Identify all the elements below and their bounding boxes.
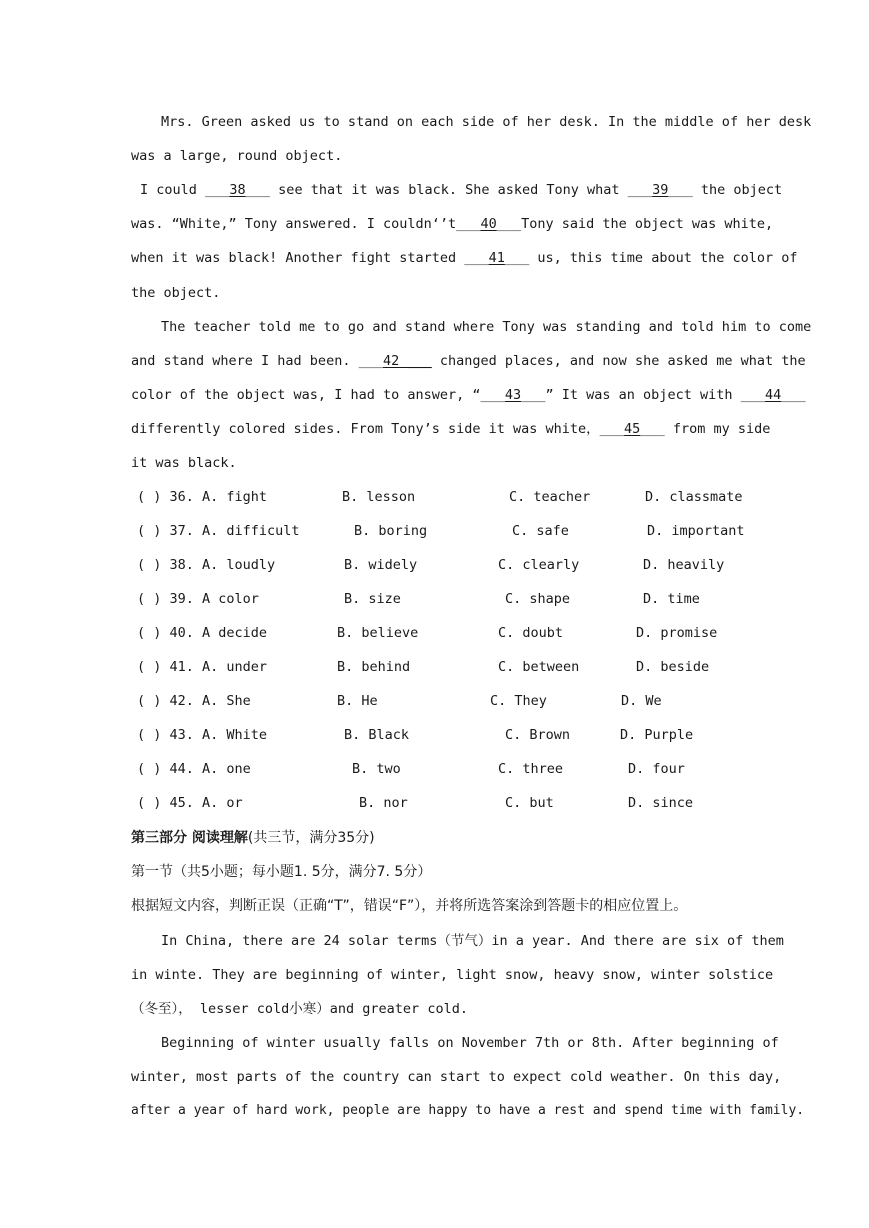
passage-line xyxy=(131,351,806,371)
option-b: B. Black xyxy=(344,727,410,743)
blank-44: 44 xyxy=(764,387,782,403)
passage-text: and stand where I had been. ___ xyxy=(131,353,383,369)
option-c: C. Brown xyxy=(505,727,571,743)
option-c: C. between xyxy=(498,659,580,675)
option-b: B. believe xyxy=(337,625,419,641)
question-number: ( ) 40. A decide xyxy=(137,625,268,641)
reading-text: （冬至）， lesser cold小寒）and greater cold. xyxy=(131,1001,468,1017)
option-b: B. nor xyxy=(359,795,408,811)
passage-line xyxy=(131,214,774,234)
blank-38: 38 xyxy=(229,182,246,198)
passage-text: ___” It was an object with ___ xyxy=(521,387,765,403)
passage-text: ___ from my side xyxy=(640,421,771,437)
passage-line xyxy=(131,453,737,473)
reading-text: Beginning of winter usually falls on November 7th or 8th. After beginning of xyxy=(161,1035,779,1051)
reading-line xyxy=(131,1067,782,1087)
passage-text: color of the object was, I had to answer, “___ xyxy=(131,387,505,403)
question-number: ( ) 44. A. one xyxy=(137,761,251,777)
question-number: ( ) 43. A. White xyxy=(137,727,268,743)
option-c: C. They xyxy=(490,693,547,709)
passage-text: when it was black! Another fight started ___ xyxy=(131,250,489,266)
option-d: D. time xyxy=(643,591,700,607)
reading-line xyxy=(131,1101,805,1121)
passage-text: Mrs. Green asked us to stand on each side of her desk. In the middle of her desk xyxy=(161,114,812,130)
blank-41: 41 xyxy=(488,250,505,266)
reading-text: in winte. They are beginning of winter, light snow, heavy snow, winter solstice xyxy=(131,967,774,983)
blank-45: 45 xyxy=(624,421,641,437)
question-number: ( ) 41. A. under xyxy=(137,659,268,675)
option-d: D. Purple xyxy=(620,727,694,743)
option-d: D. promise xyxy=(636,625,718,641)
passage-text: ___ us, this time about the color of xyxy=(504,250,798,266)
passage-text: changed places, and now she asked me what the xyxy=(431,353,806,369)
option-b: B. two xyxy=(352,761,401,777)
passage-line xyxy=(131,419,771,439)
reading-text: winter, most parts of the country can start to expect cold weather. On this day, xyxy=(131,1069,782,1085)
passage-text: it was black. xyxy=(131,455,237,471)
section-heading xyxy=(131,828,375,848)
option-d: D. heavily xyxy=(643,557,725,573)
reading-line xyxy=(131,965,774,985)
question-number: ( ) 45. A. or xyxy=(137,795,243,811)
subsection-heading: 第一节（共5小题；每小题1. 5分，满分7. 5分） xyxy=(131,864,432,880)
option-d: D. important xyxy=(647,523,745,539)
section-title-note: (共三节，满分35分) xyxy=(247,830,375,846)
option-b: B. boring xyxy=(354,523,428,539)
passage-text: ___Tony said the object was white, xyxy=(496,216,774,232)
option-b: B. size xyxy=(344,591,401,607)
reading-text: In China, there are 24 solar terms（节气）in a year. And there are six of them xyxy=(161,933,784,949)
passage-text: The teacher told me to go and stand where Tony was standing and told him to come xyxy=(161,319,812,335)
option-d: D. We xyxy=(621,693,662,709)
question-number: ( ) 39. A color xyxy=(137,591,259,607)
passage-line xyxy=(140,180,783,200)
option-d: D. four xyxy=(628,761,685,777)
passage-line xyxy=(131,146,737,166)
reading-line xyxy=(131,1033,779,1053)
option-b: B. He xyxy=(337,693,378,709)
option-b: B. behind xyxy=(337,659,411,675)
option-c: C. clearly xyxy=(498,557,580,573)
question-number: ( ) 38. A. loudly xyxy=(137,557,276,573)
option-c: C. but xyxy=(505,795,554,811)
reading-line xyxy=(131,999,737,1019)
passage-text: the object. xyxy=(131,285,221,301)
question-number: ( ) 36. A. fight xyxy=(137,489,268,505)
blank-39: 39 xyxy=(652,182,669,198)
passage-line xyxy=(131,317,812,337)
option-d: D. since xyxy=(628,795,694,811)
passage-line xyxy=(131,112,812,132)
question-number: ( ) 37. A. difficult xyxy=(137,523,300,539)
passage-line xyxy=(131,385,806,405)
section-title: 第三部分 阅读理解 xyxy=(131,830,248,846)
passage-text: ___ xyxy=(781,387,806,403)
passage-line xyxy=(131,248,798,268)
passage-text: was. “White,” Tony answered. I couldn‘’t___ xyxy=(131,216,481,232)
blank-40: 40 xyxy=(480,216,497,232)
blank-43: 43 xyxy=(504,387,522,403)
option-c: C. safe xyxy=(512,523,569,539)
instruction-text: 根据短文内容，判断正误（正确“T”，错误“F”），并将所选答案涂到答题卡的相应位置上。 xyxy=(131,898,688,914)
question-number: ( ) 42. A. She xyxy=(137,693,251,709)
passage-text: ___ see that it was black. She asked Tony what ___ xyxy=(245,182,653,198)
passage-text: differently colored sides. From Tony’s side it was white，___ xyxy=(131,421,625,437)
option-c: C. shape xyxy=(505,591,571,607)
option-d: D. classmate xyxy=(645,489,743,505)
option-d: D. beside xyxy=(636,659,710,675)
reading-text: after a year of hard work, people are happy to have a rest and spend time with family. xyxy=(131,1103,805,1118)
passage-text: was a large, round object. xyxy=(131,148,343,164)
passage-line xyxy=(131,283,737,303)
option-c: C. doubt xyxy=(498,625,564,641)
option-b: B. lesson xyxy=(342,489,416,505)
passage-text: I could ___ xyxy=(140,182,230,198)
option-b: B. widely xyxy=(344,557,418,573)
reading-line xyxy=(131,931,784,951)
option-c: C. teacher xyxy=(509,489,591,505)
passage-text: ___ the object xyxy=(668,182,783,198)
blank-42: 42 ___ xyxy=(382,353,432,369)
option-c: C. three xyxy=(498,761,564,777)
